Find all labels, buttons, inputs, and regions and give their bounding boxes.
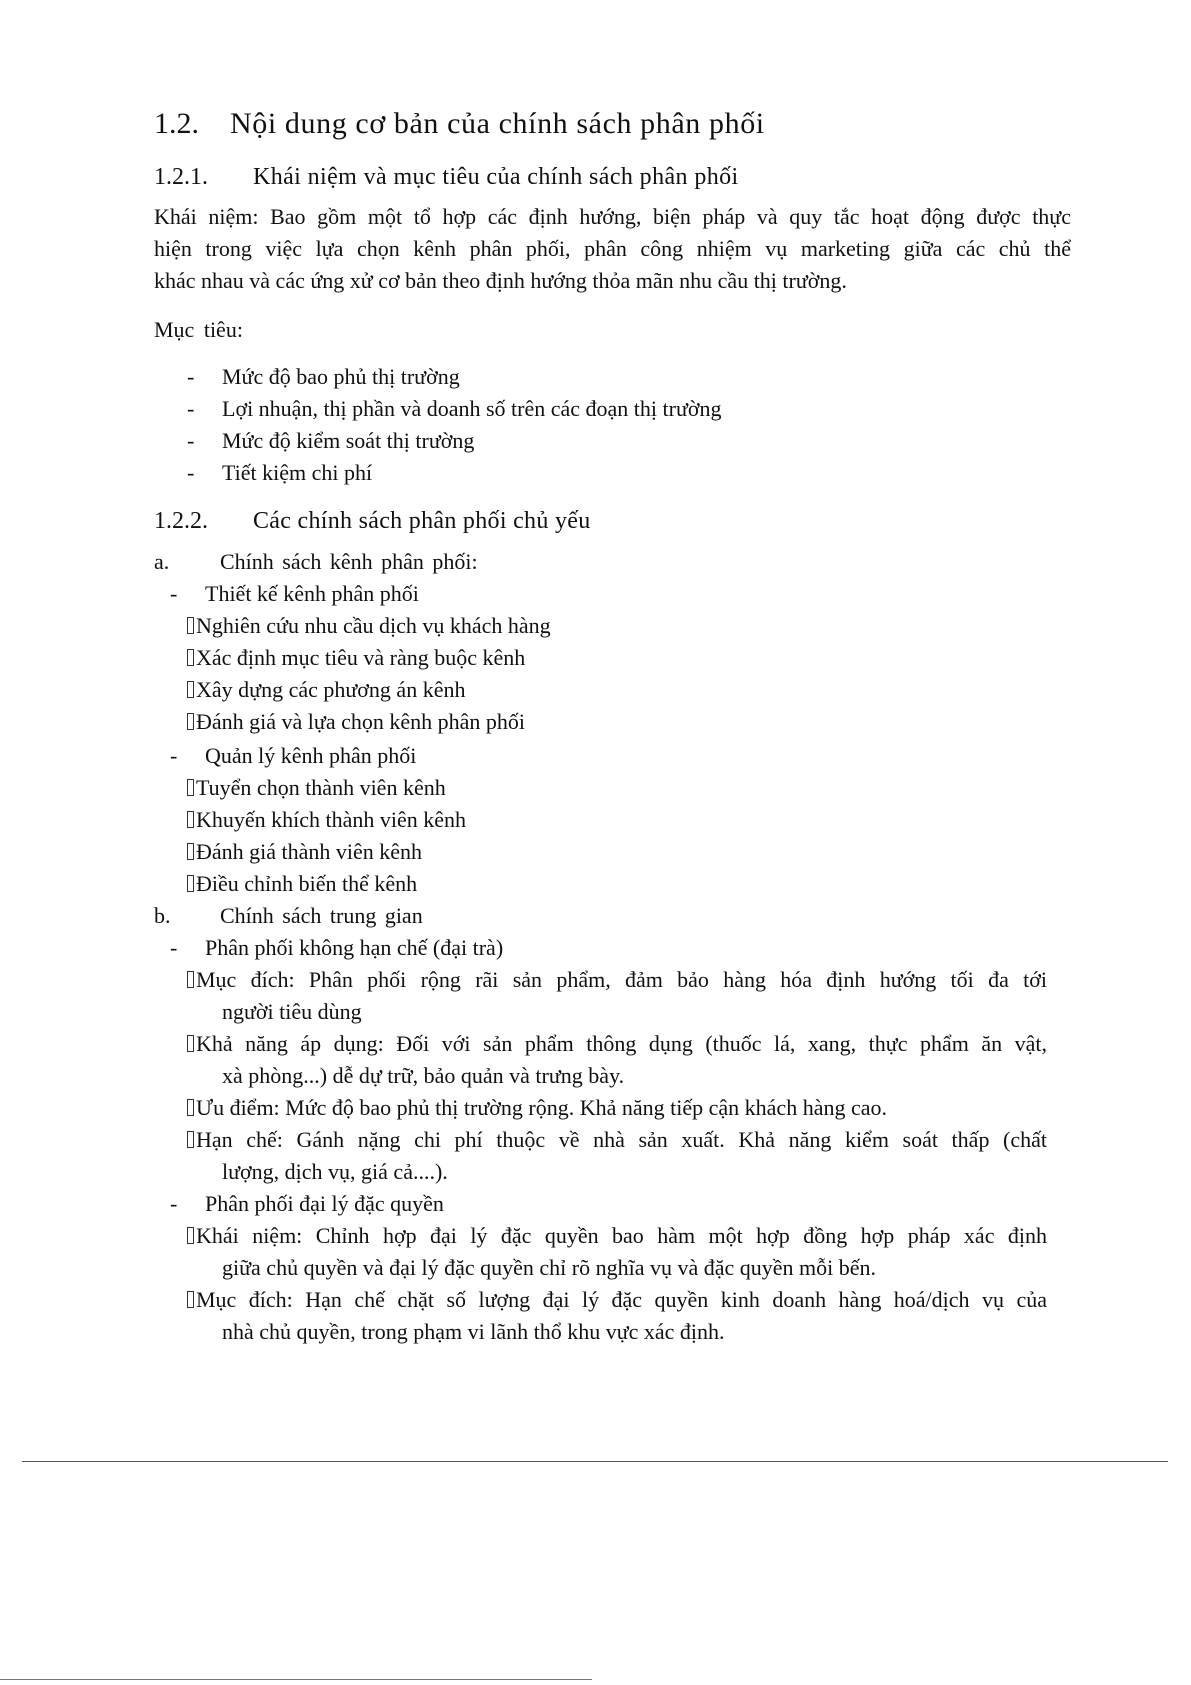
goal-item: Mức độ kiểm soát thị trường	[222, 428, 475, 453]
franchise-concept-cont: giữa chủ quyền và đại lý đặc quyền chỉ rõ nghĩa vụ và đặc quyền mỗi bến.	[222, 1255, 877, 1280]
unlimited-advantage: Ưu điểm: Mức độ bao phủ thị trường rộng. Khả năng tiếp cận khách hàng cao.	[187, 1093, 887, 1123]
missing-glyph-icon	[187, 811, 194, 828]
concept-line-1: Khái niệm: Bao gồm một tổ hợp các định hướng, biện pháp và quy tắc hoạt động được thực	[154, 204, 1071, 229]
design-item: Xây dựng các phương án kênh	[187, 675, 465, 705]
missing-glyph-icon	[187, 649, 194, 666]
concept-line-2: hiện trong việc lựa chọn kênh phân phối, phân công nhiệm vụ marketing giữa các chủ thể	[154, 236, 1071, 261]
missing-glyph-icon	[187, 681, 194, 698]
missing-glyph-icon	[187, 1131, 194, 1148]
design-item: Đánh giá và lựa chọn kênh phân phối	[187, 707, 525, 737]
unlimited-applicability: Khả năng áp dụng: Đối với sản phẩm thông dụng (thuốc lá, xang, thực phẩm ăn vật,	[187, 1029, 1047, 1059]
section-title: Nội dung cơ bản của chính sách phân phối	[230, 107, 765, 140]
bullet-dash: -	[170, 581, 178, 606]
unlimited-applicability-cont: xà phòng...) dễ dự trữ, bảo quản và trưng bày.	[222, 1063, 625, 1088]
manage-item: Điều chỉnh biến thể kênh	[187, 869, 417, 899]
design-item: Xác định mục tiêu và ràng buộc kênh	[187, 643, 525, 673]
unlimited-limitation-cont: lượng, dịch vụ, giá cả....).	[222, 1159, 448, 1184]
missing-glyph-icon	[187, 1035, 194, 1052]
part-b-letter: b.	[154, 903, 171, 928]
manage-title: Quản lý kênh phân phối	[205, 743, 417, 768]
bullet-dash: -	[170, 743, 178, 768]
subsection-title: Các chính sách phân phối chủ yếu	[253, 508, 591, 534]
franchise-purpose: Mục đích: Hạn chế chặt số lượng đại lý đặc quyền kinh doanh hàng hoá/dịch vụ của	[187, 1285, 1047, 1315]
missing-glyph-icon	[187, 1291, 194, 1308]
section-number: 1.2.	[154, 107, 199, 140]
missing-glyph-icon	[187, 779, 194, 796]
missing-glyph-icon	[187, 971, 194, 988]
franchise-purpose-cont: nhà chủ quyền, trong phạm vi lãnh thổ khu vực xác định.	[222, 1319, 725, 1344]
unlimited-purpose-cont: người tiêu dùng	[222, 999, 362, 1024]
bullet-dash: -	[187, 460, 195, 485]
concept-line-3: khác nhau và các ứng xử cơ bản theo định hướng thỏa mãn nhu cầu thị trường.	[154, 268, 847, 293]
missing-glyph-icon	[187, 1099, 194, 1116]
missing-glyph-icon	[187, 1227, 194, 1244]
bullet-dash: -	[187, 428, 195, 453]
bullet-dash: -	[170, 935, 178, 960]
manage-item: Khuyến khích thành viên kênh	[187, 805, 466, 835]
footer-divider	[0, 1679, 592, 1680]
missing-glyph-icon	[187, 617, 194, 634]
unlimited-purpose: Mục đích: Phân phối rộng rãi sản phẩm, đảm bảo hàng hóa định hướng tối đa tới	[187, 965, 1047, 995]
goal-item: Mức độ bao phủ thị trường	[222, 364, 460, 389]
goal-item: Tiết kiệm chi phí	[222, 460, 373, 485]
subsection-number: 1.2.2.	[154, 508, 208, 534]
subsection-title: Khái niệm và mục tiêu của chính sách phân phối	[253, 164, 739, 190]
franchise-title: Phân phối đại lý đặc quyền	[205, 1191, 444, 1216]
subsection-number: 1.2.1.	[154, 164, 208, 190]
page-divider	[22, 1461, 1168, 1462]
unlimited-title: Phân phối không hạn chế (đại trà)	[205, 935, 504, 960]
manage-item: Tuyển chọn thành viên kênh	[187, 773, 446, 803]
bullet-dash: -	[187, 396, 195, 421]
bullet-dash: -	[170, 1191, 178, 1216]
missing-glyph-icon	[187, 713, 194, 730]
missing-glyph-icon	[187, 875, 194, 892]
goal-item: Lợi nhuận, thị phần và doanh số trên các đoạn thị trường	[222, 396, 722, 421]
part-a-letter: a.	[154, 549, 170, 574]
manage-item: Đánh giá thành viên kênh	[187, 837, 422, 867]
bullet-dash: -	[187, 364, 195, 389]
unlimited-limitation: Hạn chế: Gánh nặng chi phí thuộc về nhà sản xuất. Khả năng kiểm soát thấp (chất	[187, 1125, 1047, 1155]
goals-label: Mục tiêu:	[154, 317, 243, 342]
part-b-title: Chính sách trung gian	[220, 903, 423, 928]
design-item: Nghiên cứu nhu cầu dịch vụ khách hàng	[187, 611, 551, 641]
franchise-concept: Khái niệm: Chỉnh hợp đại lý đặc quyền bao hàm một hợp đồng hợp pháp xác định	[187, 1221, 1047, 1251]
missing-glyph-icon	[187, 843, 194, 860]
part-a-title: Chính sách kênh phân phối:	[220, 549, 478, 574]
design-title: Thiết kế kênh phân phối	[205, 581, 419, 606]
